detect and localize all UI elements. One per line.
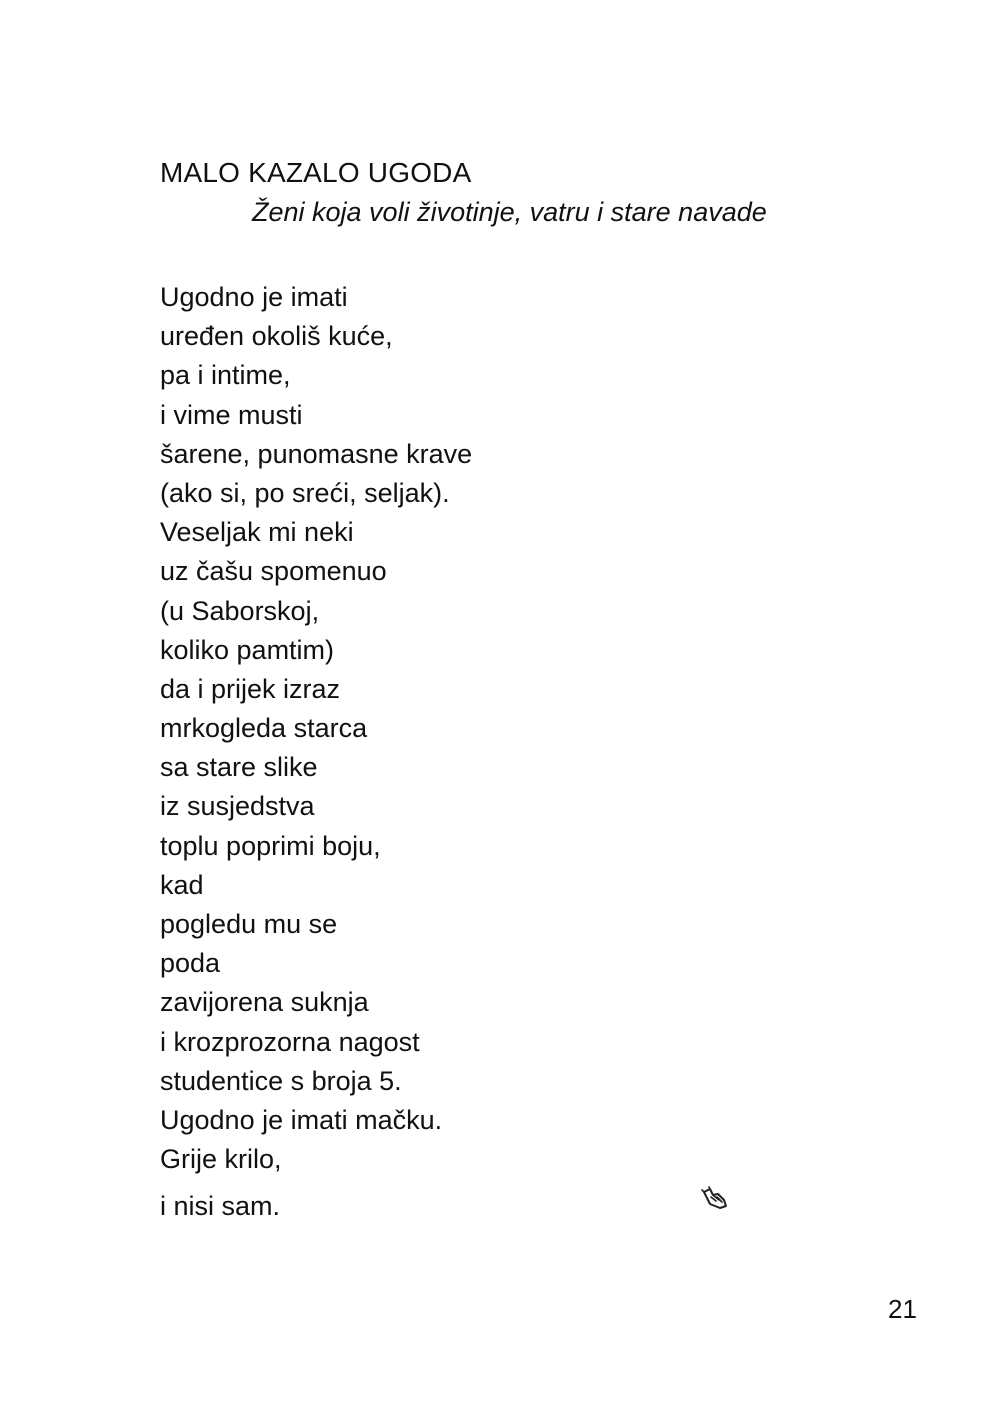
poem-line: studentice s broja 5. — [160, 1065, 402, 1096]
poem-line: šarene, punomasne krave — [160, 438, 473, 469]
poem-line: i vime musti — [160, 399, 303, 430]
poem-line: Ugodno je imati — [160, 282, 348, 312]
poem-line: (u Saborskoj, — [160, 595, 320, 626]
poem-line: koliko pamtim) — [160, 634, 335, 665]
poem-line: Veseljak mi neki — [160, 517, 354, 548]
poem-line: toplu poprimi boju, — [160, 830, 381, 861]
page-number: 21 — [888, 1294, 917, 1324]
poem-line: poda — [160, 948, 221, 979]
poem-body — [160, 278, 472, 1227]
poem-line: uređen okoliš kuće, — [160, 321, 393, 352]
poem-line: i nisi sam. — [160, 1191, 281, 1222]
poem-line: Ugodno je imati mačku. — [160, 1104, 443, 1135]
hand-sign-icon — [700, 1186, 730, 1212]
poem-line: kad — [160, 869, 204, 900]
poem-line: pa i intime, — [160, 360, 291, 391]
poem-line: zavijorena suknja — [160, 987, 369, 1018]
poem-dedication: Ženi koja voli životinje, vatru i stare navade — [252, 197, 767, 227]
poem-line: (ako si, po sreći, seljak). — [160, 477, 450, 508]
poem-line: Grije krilo, — [160, 1144, 282, 1175]
poem-line: sa stare slike — [160, 752, 318, 783]
poem-line: mrkogleda starca — [160, 713, 368, 744]
poem-line: uz čašu spomenuo — [160, 556, 387, 587]
poem-line: i krozprozorna nagost — [160, 1026, 420, 1057]
poem-line: pogledu mu se — [160, 909, 338, 939]
poem-title: MALO KAZALO UGODA — [160, 157, 472, 188]
poem-line: iz susjedstva — [160, 791, 315, 822]
poem-line: da i prijek izraz — [160, 673, 341, 704]
